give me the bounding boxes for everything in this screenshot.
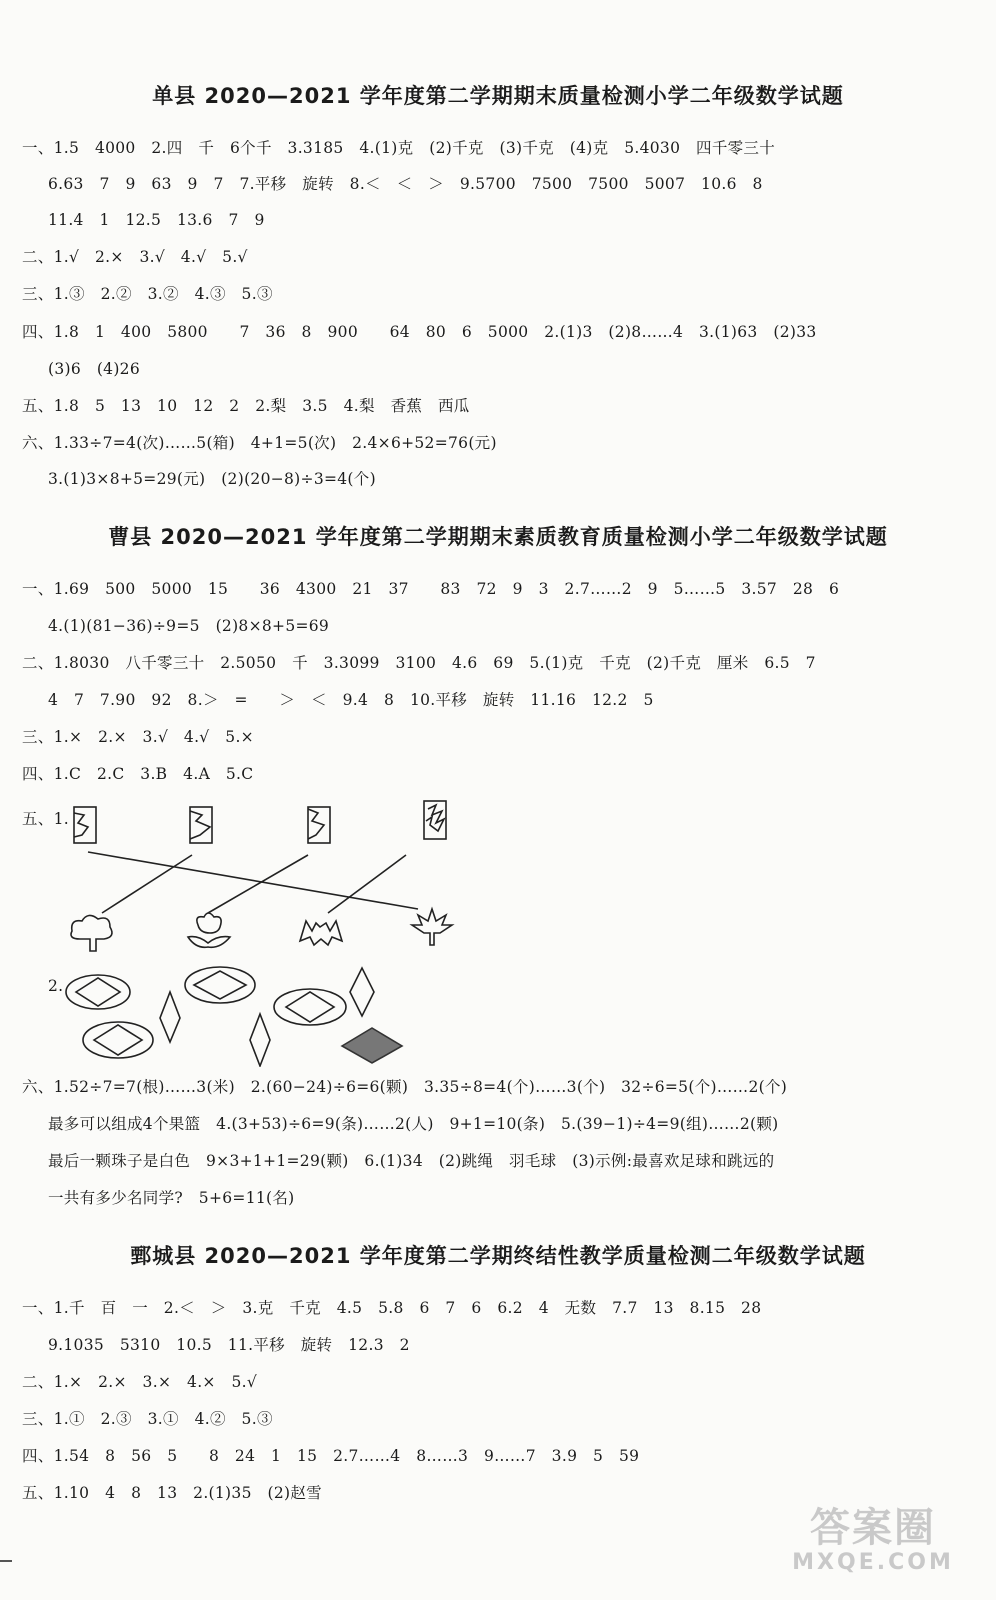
- diamond: [350, 968, 374, 1016]
- section-title-shanxian: 单县 2020—2021 学年度第二学期期末质量检测小学二年级数学试题: [152, 84, 844, 108]
- page-edge-mark: [0, 1560, 12, 1562]
- watermark-url: MXQE.COM: [792, 1550, 954, 1575]
- answer-line: 4.(1)(81−36)÷9=5 (2)8×8+5=69: [48, 617, 330, 635]
- answer-line: 一共有多少名同学? 5+6=11(名): [48, 1189, 295, 1207]
- ellipse-with-diamond: [83, 1022, 153, 1058]
- match-line: [208, 855, 308, 913]
- answer-line: 六、1.33÷7=4(次)……5(箱) 4+1=5(次) 2.4×6+52=76(元): [22, 434, 497, 452]
- answer-line: 五、1.10 4 8 13 2.(1)35 (2)赵雪: [22, 1484, 322, 1502]
- ellipse-with-diamond: [66, 975, 130, 1009]
- diamond: [250, 1014, 270, 1066]
- answer-line: 4 7 7.90 92 8.＞ = ＞ ＜ 9.4 8 10.平移 旋转 11.16 12.2 5: [48, 691, 654, 709]
- leaf-tree-outline: [412, 909, 452, 945]
- answer-line: 2.: [48, 977, 64, 995]
- ellipse-with-diamond: [274, 989, 346, 1025]
- answer-line: 二、1.8030 八千零三十 2.5050 千 3.3099 3100 4.6 69 5.(1)克 千克 (2)千克 厘米 6.5 7: [22, 654, 816, 672]
- answer-line: 一、1.千 百 一 2.＜ ＞ 3.克 千克 4.5 5.8 6 7 6 6.2 4 无数 7.7 13 8.15 28: [22, 1299, 762, 1317]
- ellipse-with-diamond: [185, 967, 255, 1003]
- answer-line: 三、1.× 2.× 3.√ 4.√ 5.×: [22, 728, 254, 746]
- answer-line: 一、1.5 4000 2.四 千 6个千 3.3185 4.(1)克 (2)千克 (3)千克 (4)克 5.4030 四千零三十: [22, 139, 776, 157]
- match-line: [88, 852, 418, 909]
- answer-line: (3)6 (4)26: [48, 360, 140, 378]
- answer-line: 9.1035 5310 10.5 11.平移 旋转 12.3 2: [48, 1336, 410, 1354]
- card-2: [190, 807, 212, 843]
- answer-line: 五、1.: [22, 810, 69, 828]
- answer-line: 四、1.54 8 56 5 8 24 1 15 2.7……4 8……3 9……7 3.9 5 59: [22, 1447, 640, 1465]
- card-3: [308, 807, 330, 843]
- answer-line: 三、1.① 2.③ 3.① 4.② 5.③: [22, 1410, 273, 1428]
- watermark: [768, 1506, 978, 1586]
- answer-line: 6.63 7 9 63 9 7 7.平移 旋转 8.＜ ＜ ＞ 9.5700 7500 7500 5007 10.6 8: [48, 175, 763, 193]
- ellipse-diamond-figure: [60, 962, 440, 1067]
- flower-outline: [188, 913, 230, 947]
- watermark-logo: 答案圈: [810, 1505, 936, 1551]
- section-title-juanchengxian: 鄄城县 2020—2021 学年度第二学期终结性教学质量检测二年级数学试题: [130, 1244, 866, 1268]
- answer-line: 一、1.69 500 5000 15 36 4300 21 37 83 72 9 3 2.7……2 9 5……5 3.57 28 6: [22, 580, 840, 598]
- answer-line: 11.4 1 12.5 13.6 7 9: [48, 211, 265, 229]
- answer-line: 3.(1)3×8+5=29(元) (2)(20−8)÷3=4(个): [48, 470, 376, 488]
- bat-outline: [300, 921, 342, 945]
- answer-line: 最多可以组成4个果篮 4.(3+53)÷6=9(条)……2(人) 9+1=10(条) 5.(39−1)÷4=9(组)……2(颗): [48, 1115, 779, 1133]
- answer-line: 六、1.52÷7=7(根)……3(米) 2.(60−24)÷6=6(颗) 3.35÷8=4(个)……3(个) 32÷6=5(个)……2(个): [22, 1078, 788, 1096]
- match-line: [102, 855, 192, 913]
- answer-line: 五、1.8 5 13 10 12 2 2.梨 3.5 4.梨 香蕉 西瓜: [22, 397, 470, 415]
- answer-line: 二、1.√ 2.× 3.√ 4.√ 5.√: [22, 248, 248, 266]
- section-title-caoxian: 曹县 2020—2021 学年度第二学期期末素质教育质量检测小学二年级数学试题: [108, 525, 888, 549]
- tree-outline: [71, 915, 112, 951]
- answer-line: 四、1.C 2.C 3.B 4.A 5.C: [22, 765, 254, 783]
- card-1: [74, 807, 96, 843]
- answer-line: 四、1.8 1 400 5800 7 36 8 900 64 80 6 5000 2.(1)3 (2)8……4 3.(1)63 (2)33: [22, 323, 817, 341]
- diamond: [160, 992, 180, 1042]
- matching-figure: [60, 795, 490, 970]
- answer-line: 最后一颗珠子是白色 9×3+1+1=29(颗) 6.(1)34 (2)跳绳 羽毛球 (3)示例:最喜欢足球和跳远的: [48, 1152, 775, 1170]
- answer-line: 三、1.③ 2.② 3.② 4.③ 5.③: [22, 285, 273, 303]
- card-4: [424, 801, 446, 839]
- shaded-diamond: [342, 1028, 402, 1063]
- answer-line: 二、1.× 2.× 3.× 4.× 5.√: [22, 1373, 258, 1391]
